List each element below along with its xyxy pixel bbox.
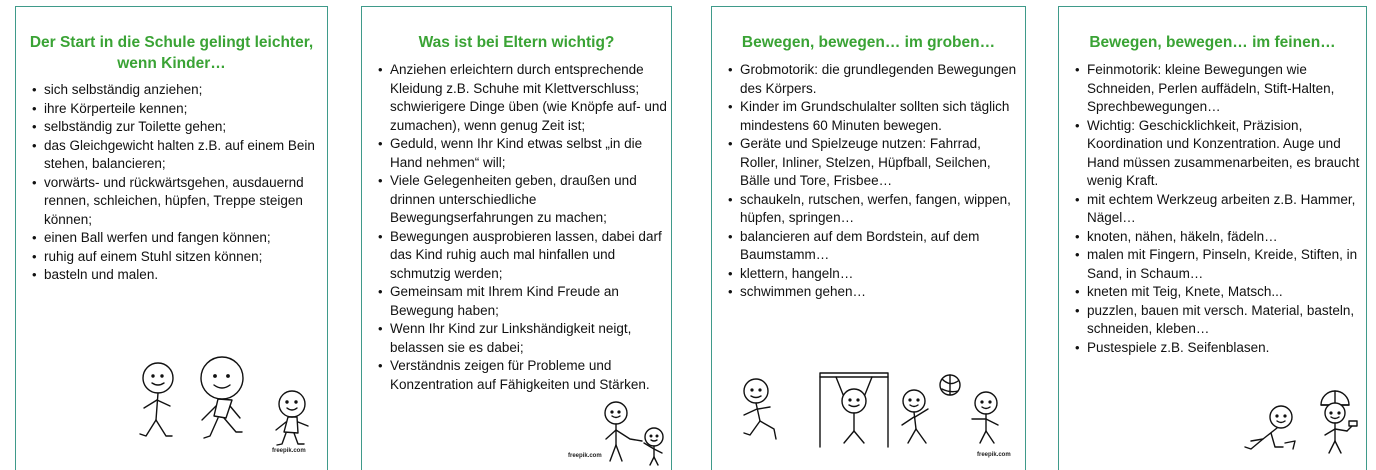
item-list — [1075, 61, 1360, 357]
list-item: • Bewegungen ausprobieren lassen, dabei darf das Kind ruhig auch mal hinfallen und schmutzig werden; — [378, 228, 667, 284]
card-parents — [361, 6, 672, 470]
list-item: • malen mit Fingern, Pinseln, Kreide, Stiften, in Sand, in Schaum… — [1075, 246, 1360, 283]
card-title: Bewegen, bewegen… im groben… — [741, 34, 996, 51]
list-item: • Pustespiele z.B. Seifenblasen. — [1075, 339, 1360, 358]
card-gross-motor — [711, 6, 1026, 470]
image-credit: freepik.com — [568, 453, 602, 459]
item-list — [32, 81, 317, 285]
list-item: • Wichtig: Geschicklichkeit, Präzision, Koordination und Konzentration. Auge und Hand müssen zusammenarbeiten, es braucht wenig Kraft. — [1075, 117, 1360, 191]
item-list — [378, 61, 667, 394]
list-item: • balancieren auf dem Bordstein, auf dem Baumstamm… — [728, 228, 1021, 265]
list-item: • klettern, hangeln… — [728, 265, 1021, 284]
list-item: • sich selbständig anziehen; — [32, 81, 317, 100]
list-item: • vorwärts- und rückwärtsgehen, ausdauernd rennen, schleichen, hüpfen, Treppe steigen können; — [32, 174, 317, 230]
list-item: • Verständnis zeigen für Probleme und Konzentration auf Fähigkeiten und Stärken. — [378, 357, 667, 394]
card-title: Was ist bei Eltern wichtig? — [418, 34, 615, 51]
card-title: Der Start in die Schule gelingt leichter, wenn Kinder… — [29, 34, 314, 72]
list-item: • schwimmen gehen… — [728, 283, 1021, 302]
list-item: • Grobmotorik: die grundlegenden Bewegungen des Körpers. — [728, 61, 1021, 98]
list-item: • kneten mit Teig, Knete, Matsch... — [1075, 283, 1360, 302]
card-fine-motor — [1058, 6, 1367, 470]
parent-child-illustration — [598, 399, 673, 467]
image-credit: freepik.com — [272, 448, 306, 454]
card-school-start — [15, 6, 328, 470]
running-children-illustration — [134, 352, 314, 457]
crafting-children-illustration — [1241, 387, 1361, 462]
list-item: • Geräte und Spielzeuge nutzen: Fahrrad, Roller, Inliner, Stelzen, Hüpfball, Seilchen, Bälle und Tore, Frisbee… — [728, 135, 1021, 191]
list-item: • Wenn Ihr Kind zur Linkshändigkeit neigt, belassen sie es dabei; — [378, 320, 667, 357]
card-title: Bewegen, bewegen… im feinen… — [1089, 34, 1336, 51]
item-list — [728, 61, 1021, 302]
list-item: • puzzlen, bauen mit versch. Material, basteln, schneiden, kleben… — [1075, 302, 1360, 339]
list-item: • selbständig zur Toilette gehen; — [32, 118, 317, 137]
playing-children-illustration — [736, 369, 1016, 451]
image-credit: freepik.com — [977, 452, 1011, 458]
list-item: • einen Ball werfen und fangen können; — [32, 229, 317, 248]
list-item: • Anziehen erleichtern durch entsprechende Kleidung z.B. Schuhe mit Klettverschluss; schwierigere Dinge üben (wie Knöpfe auf- und zumachen), wenn genug Zeit ist; — [378, 61, 667, 135]
list-item: • Gemeinsam mit Ihrem Kind Freude an Bewegung haben; — [378, 283, 667, 320]
list-item: • Geduld, wenn Ihr Kind etwas selbst „in die Hand nehmen“ will; — [378, 135, 667, 172]
list-item: • Viele Gelegenheiten geben, draußen und drinnen unterschiedliche Bewegungserfahrungen zu machen; — [378, 172, 667, 228]
list-item: • mit echtem Werkzeug arbeiten z.B. Hammer, Nägel… — [1075, 191, 1360, 228]
list-item: • knoten, nähen, häkeln, fädeln… — [1075, 228, 1360, 247]
list-item: • schaukeln, rutschen, werfen, fangen, wippen, hüpfen, springen… — [728, 191, 1021, 228]
list-item: • basteln und malen. — [32, 266, 317, 285]
list-item: • ruhig auf einem Stuhl sitzen können; — [32, 248, 317, 267]
list-item: • Feinmotorik: kleine Bewegungen wie Schneiden, Perlen auffädeln, Stift-Halten, Sprechbewegungen… — [1075, 61, 1360, 117]
list-item: • Kinder im Grundschulalter sollten sich täglich mindestens 60 Minuten bewegen. — [728, 98, 1021, 135]
list-item: • das Gleichgewicht halten z.B. auf einem Bein stehen, balancieren; — [32, 137, 317, 174]
list-item: • ihre Körperteile kennen; — [32, 100, 317, 119]
